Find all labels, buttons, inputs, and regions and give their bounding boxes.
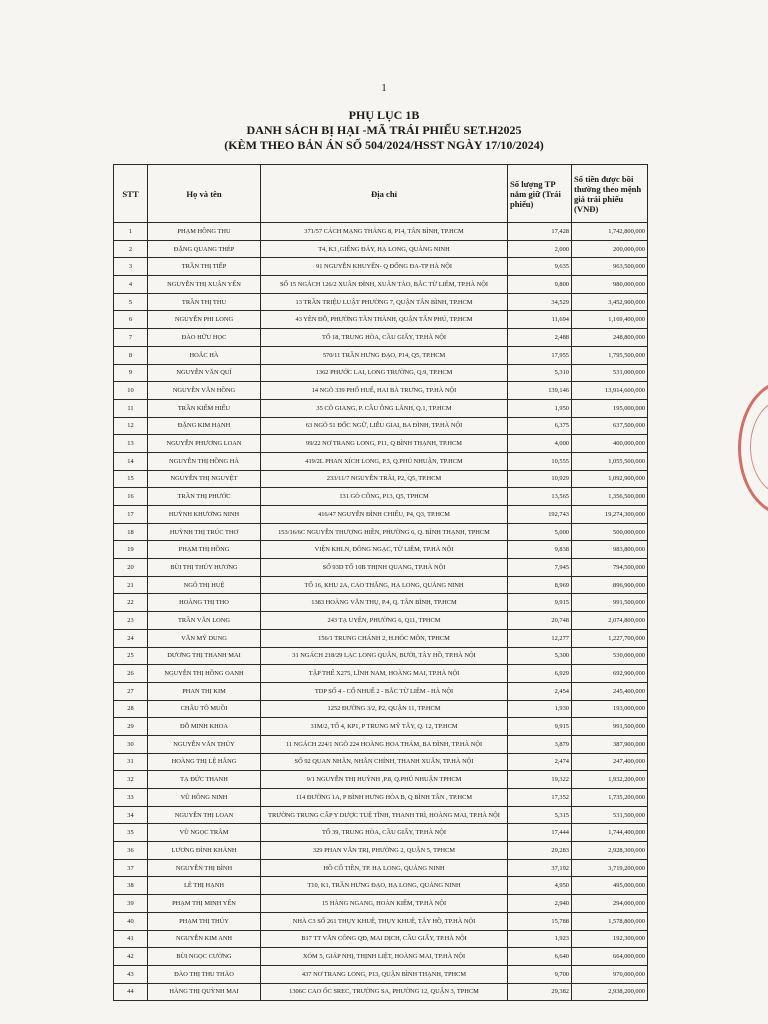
row-amount: 3,719,200,000 [572,859,648,877]
row-quantity: 17,444 [508,824,572,842]
row-amount: 2,928,300,000 [572,842,648,860]
row-amount: 794,500,000 [572,559,648,577]
row-amount: 2,938,200,000 [572,983,648,1001]
row-address: XÓM 5, GIÁP NHỊ, THỊNH LIỆT, HOÀNG MAI, TP.HÀ NỘI [261,948,508,966]
row-name: PHẠM THỊ HỒNG [148,541,261,559]
row-quantity: 9,838 [508,541,572,559]
row-stt: 20 [114,559,148,577]
row-name: VŨ NGỌC TRÂM [148,824,261,842]
row-name: TRẦN KIẾM HIẾU [148,399,261,417]
row-quantity: 13,565 [508,488,572,506]
row-amount: 3,452,900,000 [572,293,648,311]
row-amount: 13,914,600,000 [572,382,648,400]
row-address: 14 NGÕ 339 PHỐ HUẾ, HAI BÀ TRƯNG, TP.HÀ NỘI [261,382,508,400]
row-quantity: 2,000 [508,240,572,258]
table-row [114,930,648,948]
table-row [114,824,648,842]
row-quantity: 1,930 [508,700,572,718]
row-quantity: 2,454 [508,682,572,700]
table-row [114,965,648,983]
row-stt: 15 [114,470,148,488]
table-row [114,382,648,400]
row-address: 43 YÊN ĐỖ, PHƯỜNG TÂN THÀNH, QUẬN TÂN PHÚ, TP.HCM [261,311,508,329]
row-address: TỔ 39, TRUNG HÒA, CẦU GIẤY, TP.HÀ NỘI [261,824,508,842]
row-name: HUỲNH KHƯƠNG NINH [148,506,261,524]
row-address: HỒ CỔ TIỀN, TP. HẠ LONG, QUẢNG NINH [261,859,508,877]
row-amount: 692,900,000 [572,665,648,683]
row-address: 131 GÒ CÔNG, P13, Q5, TPHCM [261,488,508,506]
row-amount: 400,000,000 [572,435,648,453]
row-stt: 44 [114,983,148,1001]
table-row [114,612,648,630]
row-quantity: 1,923 [508,930,572,948]
row-amount: 896,900,000 [572,576,648,594]
table-row [114,877,648,895]
table-row [114,417,648,435]
row-quantity: 5,300 [508,647,572,665]
table-row [114,364,648,382]
row-amount: 247,400,000 [572,753,648,771]
table-row [114,435,648,453]
row-name: NGUYỄN THỊ NGUYỆT [148,470,261,488]
row-quantity: 10,555 [508,452,572,470]
row-amount: 963,500,000 [572,258,648,276]
row-quantity: 9,915 [508,718,572,736]
row-amount: 200,000,000 [572,240,648,258]
table-row [114,276,648,294]
row-address: 1306C CAO ỐC SREC, TRƯỜNG SA, PHƯỜNG 12, QUẬN 3, TPHCM [261,983,508,1001]
row-name: PHAN THỊ KIM [148,682,261,700]
header-name: Họ và tên [148,165,261,223]
table-row [114,895,648,913]
row-stt: 21 [114,576,148,594]
row-amount: 387,900,000 [572,735,648,753]
row-amount: 664,000,000 [572,948,648,966]
row-quantity: 5,000 [508,523,572,541]
row-amount: 531,500,000 [572,806,648,824]
row-address: 9/1 NGUYỄN THỊ HUỲNH ,P.8, Q.PHÚ NHUẬN TPHCM [261,771,508,789]
row-name: HÀNG THỊ QUỲNH MAI [148,983,261,1001]
row-name: VĂN MỸ DUNG [148,629,261,647]
row-address: 1362 PHƯỚC LAI, LONG TRƯỜNG, Q.9, TP.HCM [261,364,508,382]
table-row [114,647,648,665]
row-stt: 38 [114,877,148,895]
row-stt: 3 [114,258,148,276]
row-address: 1252 ĐƯỜNG 3/2, P2, QUẬN 11, TP.HCM [261,700,508,718]
row-stt: 43 [114,965,148,983]
row-name: LƯƠNG ĐÌNH KHÁNH [148,842,261,860]
row-stt: 16 [114,488,148,506]
page-number: 1 [381,82,387,94]
row-name: ĐỖ MINH KHOA [148,718,261,736]
row-name: NGUYỄN VĂN QUÍ [148,364,261,382]
row-quantity: 4,950 [508,877,572,895]
row-name: TRẦN THỊ TIẾP [148,258,261,276]
row-stt: 9 [114,364,148,382]
row-address: 11 NGÁCH 224/1 NGÕ 224 HOÀNG HOA THÁM, BA ĐÌNH, TP.HÀ NỘI [261,735,508,753]
row-address: 570/11 TRẦN HƯNG ĐẠO, P14, Q5, TP.HCM [261,346,508,364]
table-row [114,470,648,488]
row-quantity: 9,700 [508,965,572,983]
row-address: 91 NGUYỄN KHUYẾN- Q ĐỐNG ĐA-TP HÀ NỘI [261,258,508,276]
row-amount: 980,000,000 [572,276,648,294]
row-name: ĐẶNG KIM HẠNH [148,417,261,435]
table-header-row [114,165,648,223]
row-quantity: 6,375 [508,417,572,435]
table-row [114,753,648,771]
row-address: 1383 HOÀNG VĂN THỤ, P.4, Q. TÂN BÌNH, TP.HCM [261,594,508,612]
row-address: 416/47 NGUYỄN ĐÌNH CHIỂU, P4, Q3, TP.HCM [261,506,508,524]
row-name: NGUYỄN THỊ XUÂN YẾN [148,276,261,294]
row-amount: 1,092,900,000 [572,470,648,488]
row-address: 63 NGÕ 51 ĐỐC NGỮ, LIỄU GIAI, BA ĐÌNH, TP.HÀ NỘI [261,417,508,435]
row-amount: 500,000,000 [572,523,648,541]
table-row [114,506,648,524]
table-row [114,682,648,700]
table-row [114,311,648,329]
row-name: HOÀNG THỊ THO [148,594,261,612]
row-address: SỐ 15 NGÁCH 126/2 XUÂN ĐỈNH, XUÂN TẢO, BẮC TỪ LIÊM, TP.HÀ NỘI [261,276,508,294]
header-amount: Số tiền được bồi thường theo mệnh giá trái phiếu (VNĐ) [572,165,648,223]
row-amount: 1,744,400,000 [572,824,648,842]
row-quantity: 9,915 [508,594,572,612]
row-stt: 37 [114,859,148,877]
row-address: 419/2L PHAN XÍCH LONG, P.3, Q.PHÚ NHUẬN, TP.HCM [261,452,508,470]
row-amount: 1,227,700,000 [572,629,648,647]
table-row [114,859,648,877]
row-amount: 983,800,000 [572,541,648,559]
row-amount: 1,795,500,000 [572,346,648,364]
table-row [114,665,648,683]
row-quantity: 3,879 [508,735,572,753]
table-row [114,329,648,347]
row-stt: 34 [114,806,148,824]
row-quantity: 11,694 [508,311,572,329]
table-row [114,718,648,736]
row-stt: 19 [114,541,148,559]
row-address: NHÀ C3 SỐ 261 THỤY KHUÊ, THỤY KHUÊ, TÂY HỒ, TP.HÀ NỘI [261,912,508,930]
row-address: 114 ĐƯỜNG 1A, P BÌNH HƯNG HÒA B, Q BÌNH TÂN , TP.HCM [261,789,508,807]
heading-verdict-reference: (KÈM THEO BẢN ÁN SỐ 504/2024/HSST NGÀY 17/10/2024) [224,138,544,152]
row-address: 329 PHAN VĂN TRỊ, PHƯỜNG 2, QUẬN 5, TPHCM [261,842,508,860]
row-amount: 991,500,000 [572,718,648,736]
row-quantity: 139,146 [508,382,572,400]
row-name: HOÀNG THỊ LỆ HẰNG [148,753,261,771]
row-stt: 39 [114,895,148,913]
table-row [114,240,648,258]
row-name: NGUYỄN VĂN THỦY [148,735,261,753]
row-quantity: 9,635 [508,258,572,276]
row-stt: 31 [114,753,148,771]
row-quantity: 20,748 [508,612,572,630]
row-stt: 13 [114,435,148,453]
table-row [114,700,648,718]
row-amount: 531,000,000 [572,364,648,382]
row-amount: 495,000,000 [572,877,648,895]
header-quantity: Số lượng TP nắm giữ (Trái phiếu) [508,165,572,223]
row-quantity: 34,529 [508,293,572,311]
row-amount: 991,500,000 [572,594,648,612]
row-name: NGUYỄN THỊ HỒNG OANH [148,665,261,683]
row-name: HOẮC HÀ [148,346,261,364]
row-quantity: 37,192 [508,859,572,877]
row-name: NGUYỄN PHƯƠNG LOAN [148,435,261,453]
row-quantity: 192,743 [508,506,572,524]
row-stt: 7 [114,329,148,347]
row-quantity: 10,929 [508,470,572,488]
header-address: Địa chỉ [261,165,508,223]
row-amount: 193,000,000 [572,700,648,718]
row-stt: 22 [114,594,148,612]
row-stt: 41 [114,930,148,948]
row-stt: 2 [114,240,148,258]
row-name: TRẦN THỊ THU [148,293,261,311]
row-stt: 25 [114,647,148,665]
row-name: ĐÀO THỊ THU THẢO [148,965,261,983]
row-address: TỔ 18, TRUNG HÒA, CẦU GIẤY, TP.HÀ NỘI [261,329,508,347]
row-stt: 12 [114,417,148,435]
victims-table [113,164,648,1001]
row-name: NGÔ THỊ HUỆ [148,576,261,594]
row-name: BÙI THỊ THÚY HƯƠNG [148,559,261,577]
row-name: TRẦN THỊ PHƯỚC [148,488,261,506]
table-row [114,912,648,930]
table-row [114,488,648,506]
row-name: ĐẶNG QUANG THÉP [148,240,261,258]
row-stt: 33 [114,789,148,807]
row-amount: 245,400,000 [572,682,648,700]
row-name: NGUYỄN THỊ LOAN [148,806,261,824]
table-row [114,399,648,417]
row-stt: 36 [114,842,148,860]
row-name: TẠ ĐỨC THANH [148,771,261,789]
row-amount: 195,000,000 [572,399,648,417]
row-quantity: 5,315 [508,806,572,824]
table-row [114,576,648,594]
row-name: NGUYỄN KIM ANH [148,930,261,948]
row-quantity: 7,945 [508,559,572,577]
row-address: 243 TẠ UYÊN, PHƯỜNG 6, Q11, TPHCM [261,612,508,630]
row-quantity: 4,000 [508,435,572,453]
row-amount: 1,742,800,000 [572,223,648,241]
table-row [114,789,648,807]
row-address: T10, K1, TRẦN HƯNG ĐẠO, HẠ LONG, QUẢNG NINH [261,877,508,895]
row-stt: 5 [114,293,148,311]
row-stt: 26 [114,665,148,683]
row-stt: 28 [114,700,148,718]
row-address: TDP SỐ 4 - CỔ NHUẾ 2 - BẮC TỪ LIÊM - HÀ NỘI [261,682,508,700]
row-amount: 637,500,000 [572,417,648,435]
row-stt: 6 [114,311,148,329]
table-row [114,629,648,647]
row-amount: 1,169,400,000 [572,311,648,329]
row-quantity: 9,800 [508,276,572,294]
row-name: PHẠM HỒNG THU [148,223,261,241]
row-name: DƯƠNG THỊ THANH MAI [148,647,261,665]
row-address: 35 CÔ GIANG, P. CẦU ÔNG LÃNH, Q.1, TP.HCM [261,399,508,417]
table-row [114,258,648,276]
row-address: 437 NƠ TRANG LONG, P13, QUẬN BÌNH THẠNH, TPHCM [261,965,508,983]
row-address: 153/16/6C NGUYỄN THƯỢNG HIỀN, PHƯỜNG 6, Q. BÌNH THẠNH, TPHCM [261,523,508,541]
row-stt: 32 [114,771,148,789]
row-quantity: 17,428 [508,223,572,241]
row-quantity: 2,940 [508,895,572,913]
row-address: 15 HÀNG NGANG, HOÀN KIẾM, TP.HÀ NỘI [261,895,508,913]
row-stt: 11 [114,399,148,417]
row-quantity: 29,382 [508,983,572,1001]
row-address: 31 NGÁCH 218/29 LẠC LONG QUÂN, BƯỞI, TÂY HỒ, TP.HÀ NỘI [261,647,508,665]
table-row [114,771,648,789]
row-stt: 4 [114,276,148,294]
row-quantity: 17,955 [508,346,572,364]
row-address: 13 TRẦN TRIỆU LUẬT PHƯỜNG 7, QUẬN TÂN BÌNH, TP.HCM [261,293,508,311]
table-row [114,983,648,1001]
row-name: LÊ THỊ HẠNH [148,877,261,895]
row-stt: 1 [114,223,148,241]
table-row [114,541,648,559]
row-quantity: 6,929 [508,665,572,683]
row-name: NGUYỄN PHI LONG [148,311,261,329]
row-name: PHẠM THỊ THÚY [148,912,261,930]
header-stt: STT [114,165,148,223]
table-row [114,806,648,824]
row-stt: 24 [114,629,148,647]
row-stt: 40 [114,912,148,930]
table-row [114,948,648,966]
row-amount: 248,800,000 [572,329,648,347]
row-amount: 1,578,800,000 [572,912,648,930]
row-stt: 42 [114,948,148,966]
table-row [114,346,648,364]
row-stt: 17 [114,506,148,524]
row-address: SỐ 92 QUAN NHÂN, NHÂN CHÍNH, THANH XUÂN, TP.HÀ NỘI [261,753,508,771]
row-quantity: 2,488 [508,329,572,347]
row-name: NGUYỄN VĂN HỒNG [148,382,261,400]
table-row [114,559,648,577]
row-quantity: 6,640 [508,948,572,966]
row-address: TỔ 16, KHU 2A, CAO THẮNG, HẠ LONG, QUẢNG NINH [261,576,508,594]
row-quantity: 8,969 [508,576,572,594]
row-quantity: 5,310 [508,364,572,382]
row-quantity: 19,322 [508,771,572,789]
row-name: BÙI NGỌC CƯỜNG [148,948,261,966]
row-address: TRƯỜNG TRUNG CẤP Y DƯỢC TUỆ TĨNH, THANH TRÌ, HOÀNG MAI, TP.HÀ NỘI [261,806,508,824]
row-amount: 1,356,500,000 [572,488,648,506]
row-quantity: 12,277 [508,629,572,647]
row-stt: 35 [114,824,148,842]
table-body [114,223,648,1001]
row-stt: 27 [114,682,148,700]
row-amount: 530,000,000 [572,647,648,665]
row-amount: 192,300,000 [572,930,648,948]
document-heading [0,108,768,153]
table-row [114,223,648,241]
row-name: PHẠM THỊ MINH YẾN [148,895,261,913]
row-quantity: 15,788 [508,912,572,930]
row-stt: 8 [114,346,148,364]
table-row [114,523,648,541]
row-stt: 29 [114,718,148,736]
row-name: CHÂU TÔ MUỒI [148,700,261,718]
row-name: VŨ HỒNG NINH [148,789,261,807]
heading-appendix-title: PHỤ LỤC 1B [348,108,420,122]
row-name: HUỲNH THỊ TRÚC THƠ [148,523,261,541]
row-amount: 1,735,200,000 [572,789,648,807]
row-stt: 30 [114,735,148,753]
row-name: ĐÀO HỮU HỌC [148,329,261,347]
row-name: NGUYỄN THỊ BÌNH [148,859,261,877]
row-amount: 294,000,000 [572,895,648,913]
row-quantity: 17,352 [508,789,572,807]
row-amount: 970,000,000 [572,965,648,983]
row-name: TRẦN VĂN LONG [148,612,261,630]
row-address: 31M/2, TỔ 4, KP1, P TRUNG MỸ TÂY, Q. 12, TP.HCM [261,718,508,736]
row-stt: 10 [114,382,148,400]
row-stt: 14 [114,452,148,470]
row-name: NGUYỄN THỊ HỒNG HÀ [148,452,261,470]
row-quantity: 1,950 [508,399,572,417]
row-address: B17 TT VĂN CÔNG QĐ, MAI DỊCH, CẦU GIẤY, TP.HÀ NỘI [261,930,508,948]
row-amount: 2,074,800,000 [572,612,648,630]
row-amount: 1,055,500,000 [572,452,648,470]
row-stt: 23 [114,612,148,630]
heading-list-title: DANH SÁCH BỊ HẠI -MÃ TRÁI PHIẾU SET.H2025 [246,123,522,137]
row-address: 156/1 TRUNG CHÁNH 2, H.HÓC MÔN, TPHCM [261,629,508,647]
row-stt: 18 [114,523,148,541]
table-row [114,293,648,311]
row-address: T4, K3 ,GIẾNG ĐÁY, HẠ LONG, QUẢNG NINH [261,240,508,258]
row-address: SỐ 93D TỔ 10B THỊNH QUANG, TP.HÀ NỘI [261,559,508,577]
row-address: 99/22 NƠ TRANG LONG, P11, Q BÌNH THẠNH, TP.HCM [261,435,508,453]
table-row [114,452,648,470]
row-address: 371/57 CÁCH MẠNG THÁNG 8, P14, TÂN BÌNH, TP.HCM [261,223,508,241]
row-quantity: 29,283 [508,842,572,860]
table-row [114,842,648,860]
row-quantity: 2,474 [508,753,572,771]
row-amount: 1,932,200,000 [572,771,648,789]
row-address: TẬP THỂ X275, LĨNH NAM, HOÀNG MAI, TP.HÀ NỘI [261,665,508,683]
row-amount: 19,274,300,000 [572,506,648,524]
row-address: 233/11/7 NGUYỄN TRÃI, P2, Q5, TP.HCM [261,470,508,488]
table-row [114,594,648,612]
table-row [114,735,648,753]
row-address: VIỆN KHLN, ĐÔNG NGẠC, TỪ LIÊM, TP.HÀ NỘI [261,541,508,559]
